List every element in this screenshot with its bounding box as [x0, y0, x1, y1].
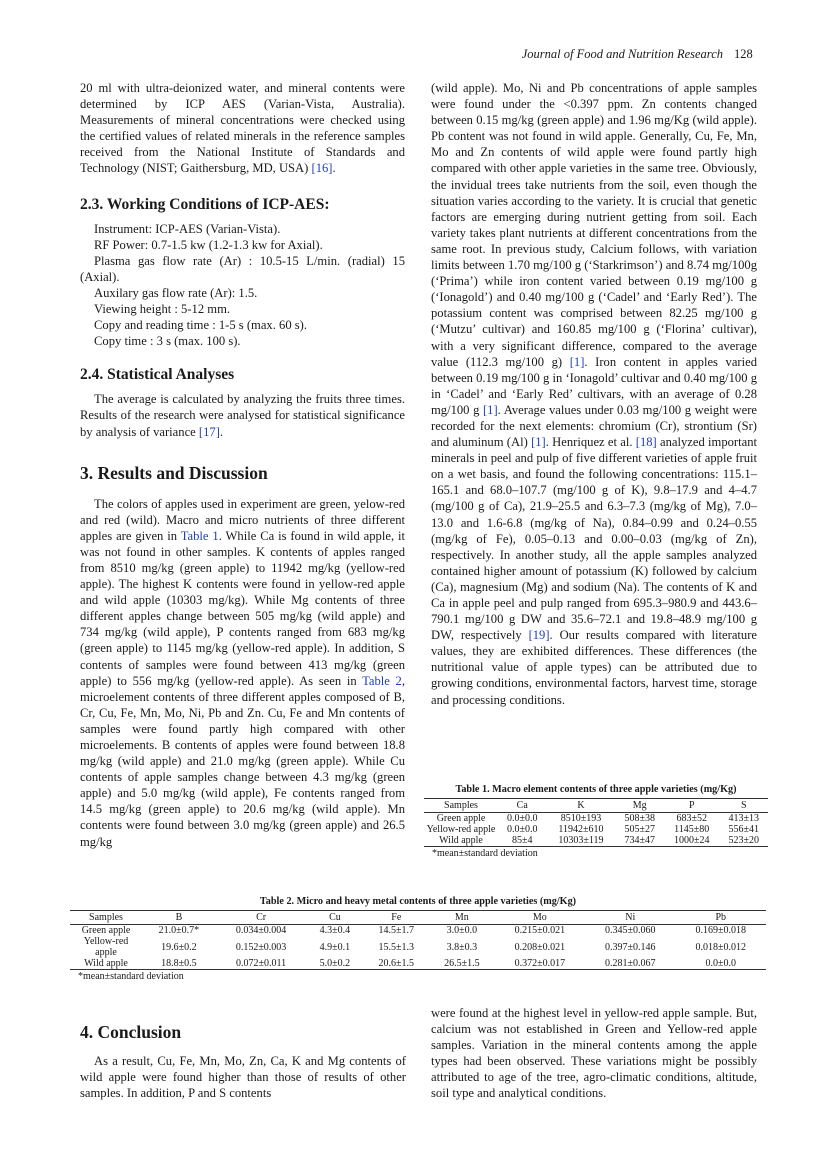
- table-header: Ca: [498, 799, 546, 813]
- list-item: Auxilary gas flow rate (Ar): 1.5.: [94, 285, 258, 300]
- table-header: Mg: [616, 799, 664, 813]
- text-span: .: [332, 161, 336, 176]
- page-number: 128: [734, 47, 753, 61]
- table-row: [70, 936, 766, 958]
- list-item: Copy time : 3 s (max. 100 s).: [94, 334, 241, 349]
- table-header: P: [664, 799, 720, 813]
- text-span: . Henriquez et al.: [545, 435, 636, 450]
- list-item: Plasma gas flow rate (Ar) : 10.5-15 L/min. (radial) 15 (Axial).: [80, 253, 405, 284]
- table-header: Pb: [676, 911, 767, 925]
- table-cell: 683±52: [676, 813, 707, 824]
- table-cell: Green apple: [436, 813, 486, 824]
- conclusion-paragraph-cont: were found at the highest level in yellow-red apple sample. But, calcium was not established in Green and Yellow-red apple samples. Variation in the mineral contents among the apple types had been observed. These variations might be possibly attributed to age of the tree, agro-climatic conditions, altitude, soil type and analytical conditions.: [431, 1006, 757, 1101]
- text-span: 20 ml with ultra-deionized water, and mineral contents were determined by ICP AES (Varian-Vista, Australia). Measurements of mineral concentrations were checked using the certified values of related minerals in the reference samples received from the National Institute of Standards and Technology (NIST; Gaithersburg, MD, USA): [80, 81, 405, 176]
- table-cell: 4.9±0.1: [319, 941, 351, 953]
- table-cell: 85±4: [498, 835, 546, 847]
- section-heading-4: 4. Conclusion: [80, 1022, 182, 1042]
- text-span: , microelement contents of three different apples composed of B, Cr, Cu, Fe, Mn, Mo, Ni, Pb and Zn. Cu, Fe and Mn contents of samples were found partly high compared with other microelements. B contents of apples were found between 18.8 mg/kg (wild apple) and 21.0 mg/kg (green apple). While Cu contents of apple samples change between 4.3 mg/kg (green apple) and 5.0 mg/kg (wild apple), Fe contents ranged from 14.5 mg/kg (green apple) to 20.6 mg/kg (wild apple). Mn contents were found between 3.0 mg/kg (green apple) and 26.5 mg/kg: [80, 673, 406, 849]
- ref-link-17[interactable]: [17]: [198, 424, 220, 439]
- table-cell: 0.0±0.0: [506, 824, 538, 835]
- table-cell: 556±41: [728, 824, 759, 835]
- table-cell: 1145±80: [674, 824, 710, 835]
- table-header: Mo: [495, 911, 585, 925]
- table-cell: 10303±119: [546, 835, 615, 847]
- list-item: Instrument: ICP-AES (Varian-Vista).: [94, 221, 281, 236]
- table-header: Cr: [216, 911, 306, 925]
- table-1-grid: [424, 798, 768, 847]
- table-cell: 0.034±0.004: [235, 925, 287, 936]
- statistics-paragraph: [80, 391, 405, 439]
- table-cell: Wild apple: [70, 958, 142, 970]
- table-2-grid: [70, 910, 766, 970]
- table-cell: 3.8±0.3: [446, 941, 478, 953]
- text-span: analyzed important minerals in peel and pulp of five different varieties of apple fruit on a wet basis, and found the following concentrations: 115.1–165.1 and 68.0–107.7 (mg/100 g of K), 9.8–17.9 and 4–4.7 (mg/100 g of Ca), 21.9–25.5 and 6.3–7.3 (mg/kg of Mg), 7.0–13.0 and 1.6-6.8 (mg/kg of Na), 0.84–0.99 and 0.24–0.55 (mg/kg of Fe), 0.05–0.13 and 0.00–0.03 (mg/kg of Zn), respectively. In another study, all the apple samples analyzed contained higher amount of potassium (K) followed by calcium (Ca), magnesium (Mg) and sodium (Na). The contents of K and Ca in apple peel and pulp ranged from 695.3–980.9 and 443.6–790.1 mg/100 g DW and 35.6–72.1 and 19.8–48.9 mg/100 g DW, respectively: [431, 435, 758, 643]
- table-1: [424, 784, 768, 859]
- table-cell: 0.397±0.146: [605, 941, 656, 953]
- table-cell: 19.6±0.2: [161, 941, 197, 953]
- table-cell: 3.0±0.0: [446, 925, 478, 936]
- table-2-note: *mean±standard deviation: [78, 971, 184, 982]
- conclusion-right: [431, 1005, 757, 1102]
- text-span: .: [219, 424, 224, 439]
- discussion-paragraph: [431, 80, 757, 708]
- icp-conditions-list: [80, 221, 405, 350]
- list-item: Viewing height : 5-12 mm.: [94, 302, 231, 317]
- table-cell: 20.6±1.5: [364, 958, 430, 970]
- text-span: The colors of apples used in experiment are green, yelow-red and red (wild). Macro and micro nutrients of three different apples are given in: [80, 496, 405, 543]
- ref-link-19[interactable]: [19]: [528, 628, 550, 643]
- ref-link-1[interactable]: [1]: [482, 402, 498, 417]
- table-row: [70, 925, 766, 937]
- table-header: Samples: [424, 799, 498, 813]
- table-header: Fe: [364, 911, 430, 925]
- table-row: [424, 835, 768, 847]
- table-header: Mn: [429, 911, 495, 925]
- ref-link-1[interactable]: [1]: [569, 354, 585, 369]
- text-span: . While Ca is found in wild apple, it was not found in other samples. K contents of apples ranged from 8510 mg/kg (green apple) to 11942 mg/kg (yellow-red apple). The highest K contents were found in yellow-red apple and wild apple (10303 mg/kg). While Mg contents of three different apples change between 505 mg/kg (wild apple) and 734 mg/kg (wild apple), P contents ranged from 683 mg/kg (green apple) to 1145 mg/kg (yellow-red apple). In addition, S contents of samples were found between 413 mg/kg (green apple) to 556 mg/kg (yellow-red apple). As seen in: [80, 528, 405, 688]
- table1-link[interactable]: Table 1: [180, 528, 219, 543]
- ref-link-1[interactable]: [1]: [531, 435, 546, 450]
- table-cell: 8510±193: [560, 813, 602, 824]
- table-cell: 11942±610: [558, 824, 604, 835]
- table-cell: 4.3±0.4: [319, 925, 351, 936]
- table-cell: 0.072±0.011: [216, 958, 306, 970]
- table-cell: 0.169±0.018: [695, 925, 746, 936]
- text-span: . Average values under 0.03 mg/100 g weight were recorded for the next elements: chromium (Cr), strontium (Sr) and aluminum (Al): [431, 402, 757, 450]
- left-column: [80, 80, 405, 850]
- table-cell: 0.215±0.021: [514, 925, 566, 936]
- table-cell: 26.5±1.5: [429, 958, 495, 970]
- table-header: B: [142, 911, 216, 925]
- table-cell: 15.5±1.3: [378, 941, 415, 953]
- text-span: . Iron content in apples varied between 0.19 mg/100 g in ‘Ionagold’ cultivar and 0.40 mg/100 g in ‘Cadel’ and ‘Early Red’ cultivars, with an average of 0.28 mg/100 g: [431, 354, 758, 417]
- table-header: Cu: [306, 911, 363, 925]
- table-cell: 0.0±0.0: [676, 958, 767, 970]
- section-heading-2-3: 2.3. Working Conditions of ICP-AES:: [80, 195, 330, 213]
- table-cell: 508±38: [624, 813, 655, 824]
- journal-title: Journal of Food and Nutrition Research: [521, 47, 723, 61]
- table-cell: 734±47: [616, 835, 664, 847]
- section-heading-2-4: 2.4. Statistical Analyses: [80, 366, 235, 384]
- table-cell: 0.281±0.067: [585, 958, 675, 970]
- table-header: Samples: [70, 911, 142, 925]
- section-heading-3: 3. Results and Discussion: [80, 462, 268, 483]
- conclusion-left: [80, 1021, 406, 1101]
- results-paragraph: [80, 496, 405, 850]
- table-cell: 0.152±0.003: [235, 941, 287, 953]
- table-header: K: [546, 799, 615, 813]
- right-column: [431, 80, 757, 708]
- table-cell: 0.208±0.021: [514, 941, 566, 953]
- table2-link[interactable]: Table 2: [362, 673, 402, 688]
- table-cell: 21.0±0.7*: [158, 925, 200, 936]
- list-item: RF Power: 0.7-1.5 kw (1.2-1.3 kw for Axial).: [94, 237, 323, 252]
- table-row: [70, 958, 766, 970]
- ref-link-16[interactable]: [16]: [311, 161, 333, 176]
- table-header: S: [719, 799, 768, 813]
- table-cell: 505±27: [624, 824, 655, 835]
- table-cell: 5.0±0.2: [306, 958, 363, 970]
- table-1-caption: Table 1. Macro element contents of three apple varieties (mg/Kg): [455, 784, 737, 795]
- text-span: (wild apple). Mo, Ni and Pb concentrations of apple samples were found under the <0.397 ppm. Zn contents changed between 0.15 mg/kg (green apple) and 1.96 mg/Kg (wild apple). Pb content was not found in wild apple. Generally, Cu, Fe, Mn, Mo and Zn contents of wild apple were found partly high compared with other apple varieties in the same tree. Obviously, the invidual trees take nutrients from the soil, even though the situation varies according to the variety. It is crucial that genetic factors are emerging during nutrient getting from soil. Each variety takes plant nutrients at different concentrations from the same root. In previous study, Calcium follows, with variation limits between 1.70 mg/100 g (‘Starkrimson’) and 8.74 mg/100g (‘Prima’) while iron content varied between 0.19 mg/100 g (‘Ionagold’) and 0.40 mg/100 g (‘Cadel’ and ‘Early Red’). The potassium content was comprised between 82.25 mg/100 g (‘Mutzu’ cultivar) and 160.85 mg/100 g (‘Florina’ cultivar), with a very significant difference, compared to the average value (112.3 mg/100 g): [431, 81, 757, 369]
- table-2: [70, 896, 766, 982]
- table-cell: 413±13: [728, 813, 759, 824]
- list-item: Copy and reading time : 1-5 s (max. 60 s).: [94, 318, 308, 333]
- table-cell: Yellow-red apple: [426, 824, 496, 835]
- table-2-caption: Table 2. Micro and heavy metal contents of three apple varieties (mg/Kg): [259, 896, 577, 907]
- table-header: Ni: [585, 911, 675, 925]
- text-span: The average is calculated by analyzing the fruits three times. Results of the research were analysed for statistical significance by analysis of variance: [80, 392, 405, 439]
- table-cell: 14.5±1.7: [378, 925, 415, 936]
- table-row: [424, 824, 768, 835]
- table-row: [424, 813, 768, 825]
- intro-paragraph: [80, 80, 405, 177]
- table-cell: 18.8±0.5: [142, 958, 216, 970]
- text-span: . Our results compared with literature values, they are exhibited differences. These differences (the nutritional value of apple types) can be attributed due to growing conditions, environmental factors, harvest time, storage and processing conditions.: [431, 628, 757, 707]
- table-cell: 523±20: [719, 835, 768, 847]
- table-cell: 0.0±0.0: [506, 813, 538, 824]
- table-cell: 0.345±0.060: [605, 925, 656, 936]
- conclusion-paragraph: As a result, Cu, Fe, Mn, Mo, Zn, Ca, K and Mg contents of wild apple were found higher than those of results of other samples. In addition, P and S contents: [80, 1054, 406, 1101]
- table-cell: 0.018±0.012: [695, 941, 746, 953]
- ref-link-18[interactable]: [18]: [635, 435, 657, 450]
- table-cell: 1000±24: [664, 835, 720, 847]
- table-cell: Green apple: [81, 925, 131, 936]
- table-cell: Wild apple: [424, 835, 498, 847]
- table-1-note: *mean±standard deviation: [432, 848, 538, 859]
- table-cell: 0.372±0.017: [495, 958, 585, 970]
- table-cell: Yellow-red apple: [83, 936, 129, 958]
